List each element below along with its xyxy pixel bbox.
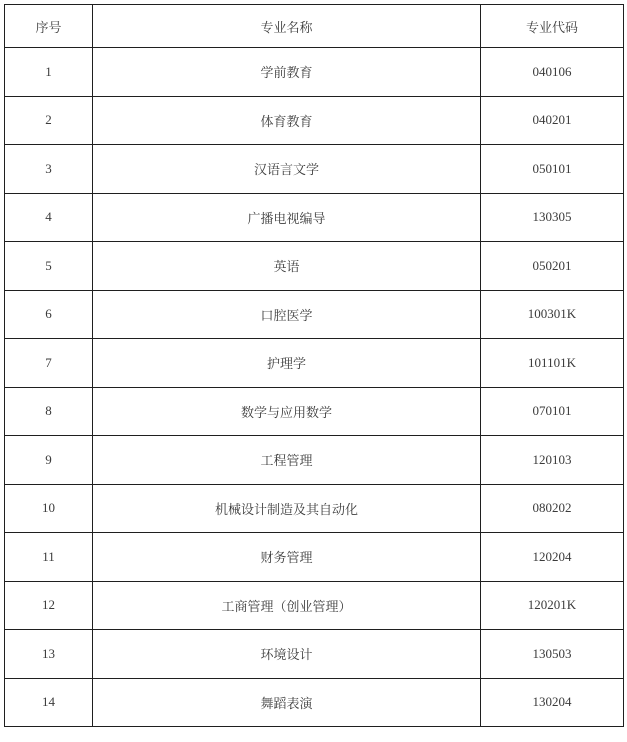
header-major-code: 专业代码	[481, 5, 624, 48]
cell-serial-number: 3	[5, 145, 93, 194]
cell-serial-number: 12	[5, 581, 93, 630]
table-row	[5, 533, 624, 582]
header-serial-number: 序号	[5, 5, 93, 48]
cell-serial-number: 8	[5, 387, 93, 436]
cell-major-code: 130305	[481, 193, 624, 242]
cell-serial-number: 5	[5, 242, 93, 291]
cell-major-name: 环境设计	[93, 630, 481, 679]
cell-major-code: 100301K	[481, 290, 624, 339]
cell-major-name: 汉语言文学	[93, 145, 481, 194]
cell-major-code: 120204	[481, 533, 624, 582]
table-row	[5, 96, 624, 145]
cell-serial-number: 11	[5, 533, 93, 582]
table-row	[5, 145, 624, 194]
cell-major-name: 数学与应用数学	[93, 387, 481, 436]
cell-major-name: 工程管理	[93, 436, 481, 485]
cell-serial-number: 14	[5, 678, 93, 727]
cell-major-name: 学前教育	[93, 48, 481, 97]
cell-major-code: 120201K	[481, 581, 624, 630]
cell-major-name: 舞蹈表演	[93, 678, 481, 727]
cell-major-code: 080202	[481, 484, 624, 533]
cell-major-name: 体育教育	[93, 96, 481, 145]
cell-major-code: 070101	[481, 387, 624, 436]
cell-major-name: 英语	[93, 242, 481, 291]
cell-major-code: 130204	[481, 678, 624, 727]
table-row	[5, 436, 624, 485]
majors-table-container	[4, 4, 624, 727]
table-body	[5, 48, 624, 727]
table-row	[5, 339, 624, 388]
majors-table	[4, 4, 624, 727]
cell-major-code: 130503	[481, 630, 624, 679]
header-row	[5, 5, 624, 48]
cell-serial-number: 1	[5, 48, 93, 97]
header-major-name: 专业名称	[93, 5, 481, 48]
cell-major-code: 101101K	[481, 339, 624, 388]
cell-major-code: 040106	[481, 48, 624, 97]
table-row	[5, 484, 624, 533]
cell-serial-number: 6	[5, 290, 93, 339]
cell-serial-number: 9	[5, 436, 93, 485]
cell-major-code: 050101	[481, 145, 624, 194]
cell-major-name: 财务管理	[93, 533, 481, 582]
cell-major-name: 广播电视编导	[93, 193, 481, 242]
table-row	[5, 48, 624, 97]
cell-major-name: 口腔医学	[93, 290, 481, 339]
cell-major-code: 120103	[481, 436, 624, 485]
cell-serial-number: 4	[5, 193, 93, 242]
table-row	[5, 678, 624, 727]
table-row	[5, 242, 624, 291]
table-row	[5, 630, 624, 679]
cell-major-name: 护理学	[93, 339, 481, 388]
cell-major-code: 050201	[481, 242, 624, 291]
table-row	[5, 387, 624, 436]
cell-serial-number: 10	[5, 484, 93, 533]
cell-major-name: 工商管理（创业管理）	[93, 581, 481, 630]
table-row	[5, 290, 624, 339]
table-row	[5, 581, 624, 630]
cell-major-code: 040201	[481, 96, 624, 145]
cell-serial-number: 13	[5, 630, 93, 679]
table-row	[5, 193, 624, 242]
cell-serial-number: 7	[5, 339, 93, 388]
cell-serial-number: 2	[5, 96, 93, 145]
cell-major-name: 机械设计制造及其自动化	[93, 484, 481, 533]
